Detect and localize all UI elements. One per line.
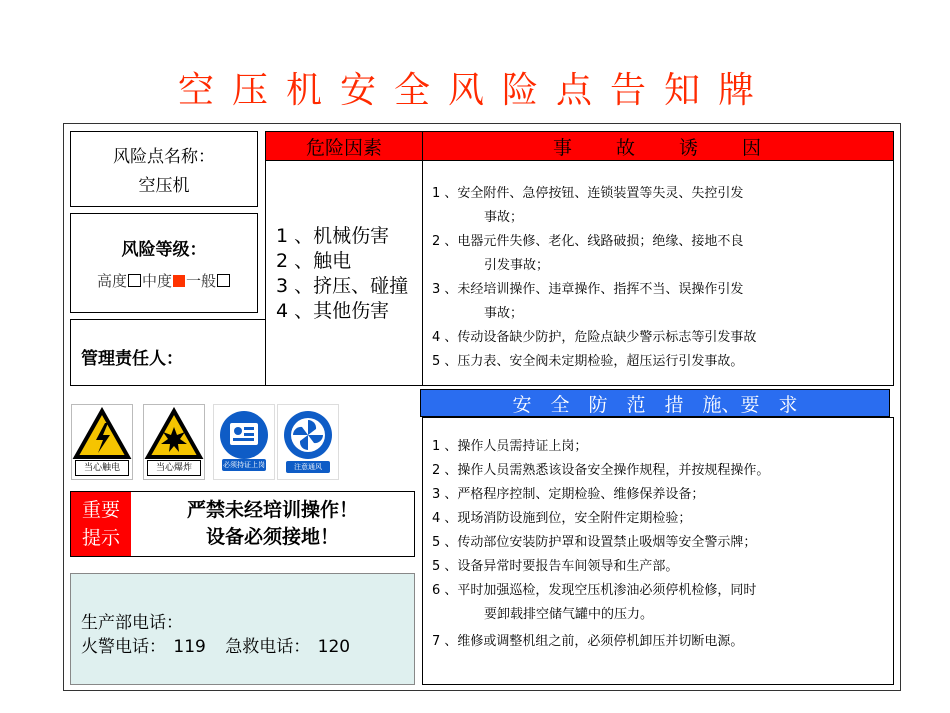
sign-electric-shock <box>71 404 133 480</box>
sign-caption: 当心爆炸 <box>147 460 201 476</box>
manager-label: 管理责任人： <box>81 349 183 369</box>
sign-ventilation <box>277 404 339 480</box>
explosion-warning-icon <box>144 407 204 463</box>
causes-header: 事 故 诱 因 <box>422 131 894 161</box>
cause-item: 1 、安全附件、急停按钮、连锁装置等失灵、失控引发 事故； <box>432 186 744 225</box>
hazard-item: 1 、机械伤害 <box>276 225 390 247</box>
page-title: 空压机安全风险点告知牌 <box>177 70 772 111</box>
notice-text <box>131 492 414 556</box>
hazard-item: 2 、触电 <box>276 250 352 272</box>
checkbox-empty-icon <box>217 274 230 287</box>
risk-level-label: 风险等级： <box>121 240 207 260</box>
hazard-item: 3 、挤压、碰撞 <box>276 275 409 297</box>
risk-level-option-general: 一般 <box>186 272 217 290</box>
notice-line: 设备必须接地！ <box>205 526 339 548</box>
checkbox-empty-icon <box>128 274 141 287</box>
risk-point-label: 风险点名称： <box>113 147 215 167</box>
contacts-box <box>70 573 415 685</box>
production-phone: 生产部电话： <box>81 613 183 633</box>
certified-operation-icon <box>214 407 274 467</box>
measure-item: 1 、操作人员需持证上岗； <box>432 439 588 454</box>
measure-item: 5 、传动部位安装防护罩和设置禁止吸烟等安全警示牌； <box>432 535 757 550</box>
hazards-list <box>276 224 422 324</box>
ventilation-icon <box>278 407 338 467</box>
sign-caption: 注意通风 <box>286 461 330 473</box>
notice-box <box>70 491 415 557</box>
causes-list <box>432 182 893 374</box>
measure-item: 5 、设备异常时要报告车间领导和生产部。 <box>432 559 679 574</box>
cause-item: 3 、未经培训操作、违章操作、指挥不当、误操作引发 事故； <box>432 282 744 321</box>
hazards-header: 危险因素 <box>265 131 423 161</box>
cause-item: 2 、电器元件失修、老化、线路破损；绝缘、接地不良 引发事故； <box>432 234 744 273</box>
checkbox-checked-icon <box>173 275 185 287</box>
sign-certified-operation <box>213 404 275 480</box>
risk-level-options <box>97 270 231 291</box>
measures-box <box>422 417 894 685</box>
sign-caption: 必须持证上岗 <box>223 461 265 469</box>
measure-item: 6 、平时加强巡检，发现空压机渗油必须停机检修，同时 要卸载排空储气罐中的压力。 <box>432 583 757 622</box>
sign-caption: 当心触电 <box>75 460 129 476</box>
emergency-phones: 火警电话： 119 急救电话： 120 <box>81 637 351 657</box>
risk-point-value: 空压机 <box>138 176 190 196</box>
measure-item: 2 、操作人员需熟悉该设备安全操作规程，并按规程操作。 <box>432 463 770 478</box>
manager-box <box>70 319 266 386</box>
electric-shock-warning-icon <box>72 407 132 463</box>
measures-list <box>432 435 893 654</box>
cause-item: 5 、压力表、安全阀未定期检验，超压运行引发事故。 <box>432 354 744 369</box>
cause-item: 4 、传动设备缺少防护，危险点缺少警示标志等引发事故 <box>432 330 757 345</box>
hazards-box <box>265 160 423 386</box>
risk-level-option-medium: 中度 <box>141 272 172 290</box>
notice-tag: 重要 提示 <box>71 492 131 556</box>
sign-explosion <box>143 404 205 480</box>
hazard-item: 4 、其他伤害 <box>276 300 390 322</box>
measure-item: 3 、严格程序控制、定期检验、维修保养设备； <box>432 487 705 502</box>
risk-level-option-high: 高度 <box>96 272 127 290</box>
measure-item: 7 、维修或调整机组之前，必须停机卸压并切断电源。 <box>432 634 744 649</box>
causes-box <box>422 160 894 386</box>
risk-level-box <box>70 213 258 313</box>
measures-header: 安 全 防 范 措 施、要 求 <box>420 389 890 417</box>
measure-item: 4 、现场消防设施到位，安全附件定期检验； <box>432 511 692 526</box>
notice-line: 严禁未经培训操作！ <box>186 499 358 521</box>
risk-point-box <box>70 131 258 207</box>
